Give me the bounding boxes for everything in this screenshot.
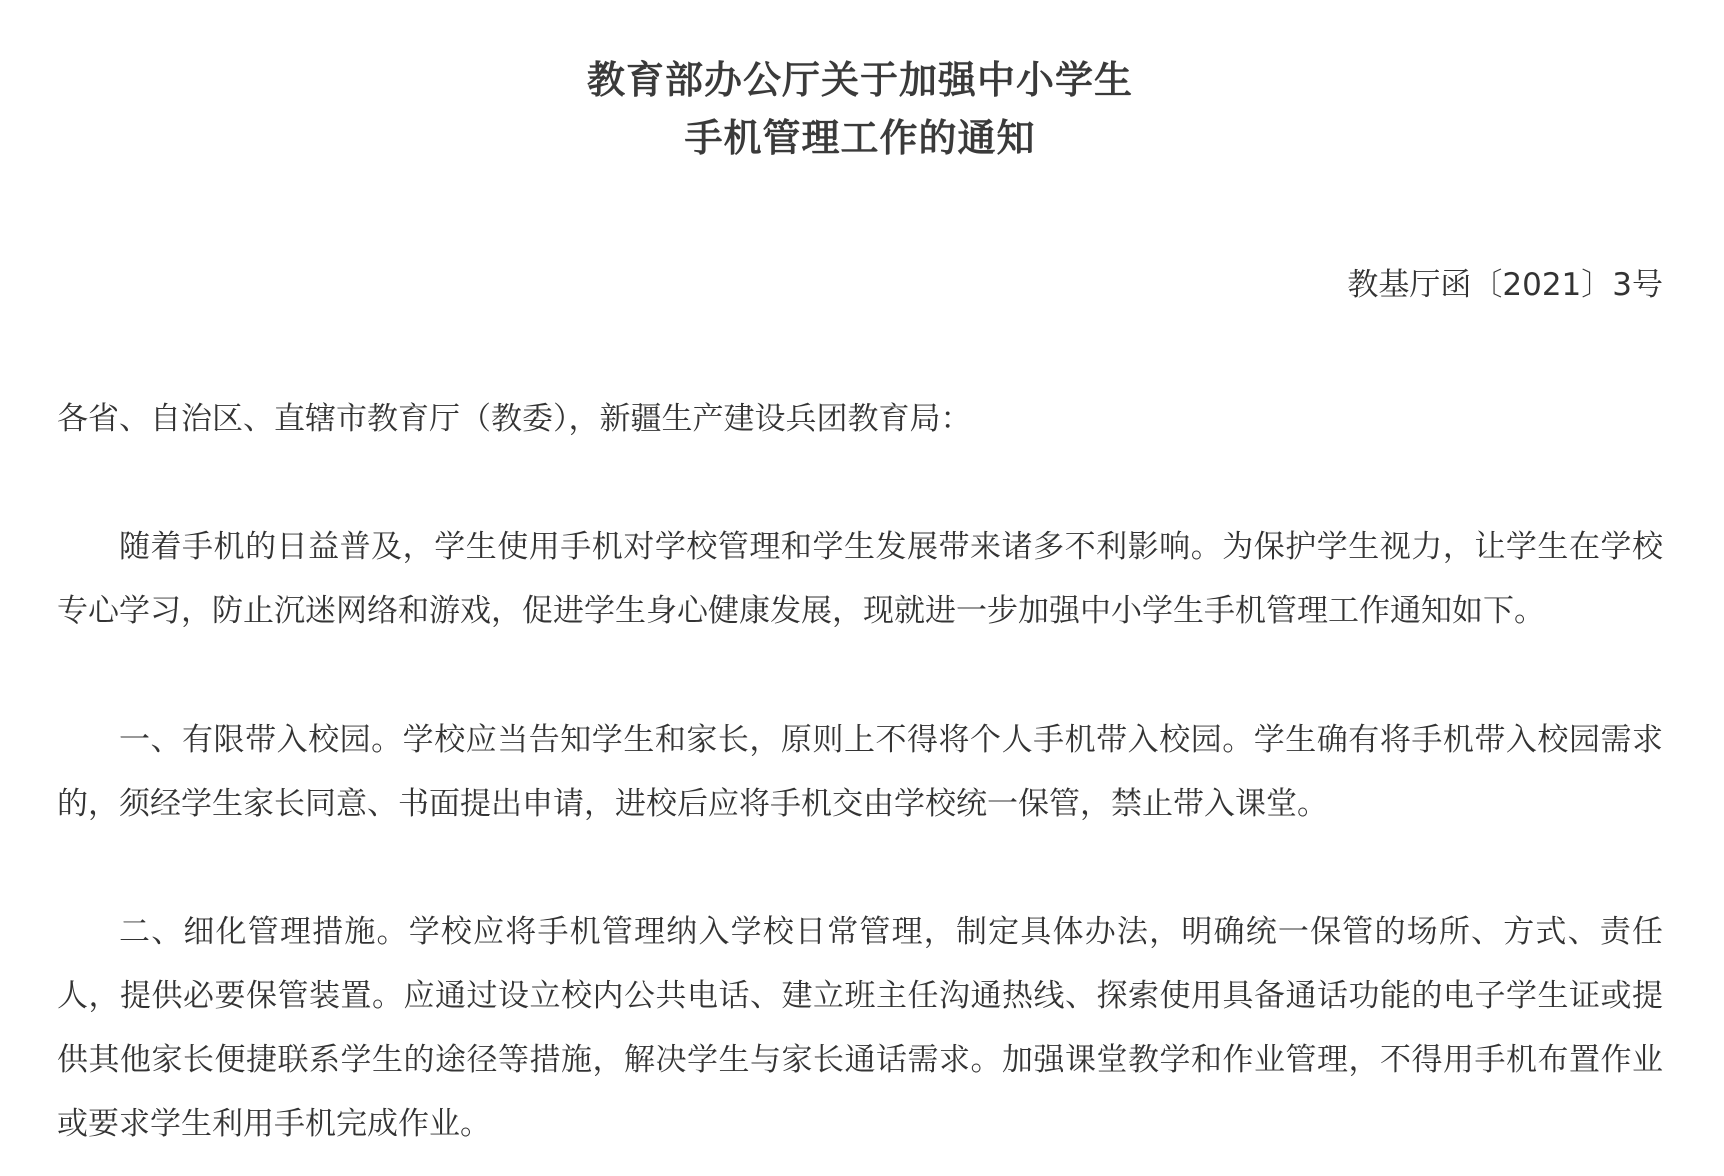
- title-line-2: 手机管理工作的通知: [684, 116, 1036, 160]
- document-number: 教基厅函〔2021〕3号: [1347, 267, 1663, 303]
- paragraph-item-2: 二、细化管理措施。学校应将手机管理纳入学校日常管理，制定具体办法，明确统一保管的场所、方式、责任人，提供必要保管装置。应通过设立校内公共电话、建立班主任沟通热线、探索使用具备通话功能的电子学生证或提供其他家长便捷联系学生的途径等措施，解决学生与家长通话需求。加强课堂教学和作业管理，不得用手机布置作业或要求学生利用手机完成作业。: [57, 914, 1663, 1142]
- title-line-1: 教育部办公厅关于加强中小学生: [586, 58, 1133, 102]
- salutation: 各省、自治区、直辖市教育厅（教委），新疆生产建设兵团教育局：: [57, 401, 972, 437]
- document-title: [57, 51, 1663, 167]
- paragraph-intro: 随着手机的日益普及，学生使用手机对学校管理和学生发展带来诸多不利影响。为保护学生视力，让学生在学校专心学习，防止沉迷网络和游戏，促进学生身心健康发展，现就进一步加强中小学生手机管理工作通知如下。: [57, 529, 1663, 629]
- paragraph-item-1: 一、有限带入校园。学校应当告知学生和家长，原则上不得将个人手机带入校园。学生确有将手机带入校园需求的，须经学生家长同意、书面提出申请，进校后应将手机交由学校统一保管，禁止带入课堂。: [57, 722, 1663, 822]
